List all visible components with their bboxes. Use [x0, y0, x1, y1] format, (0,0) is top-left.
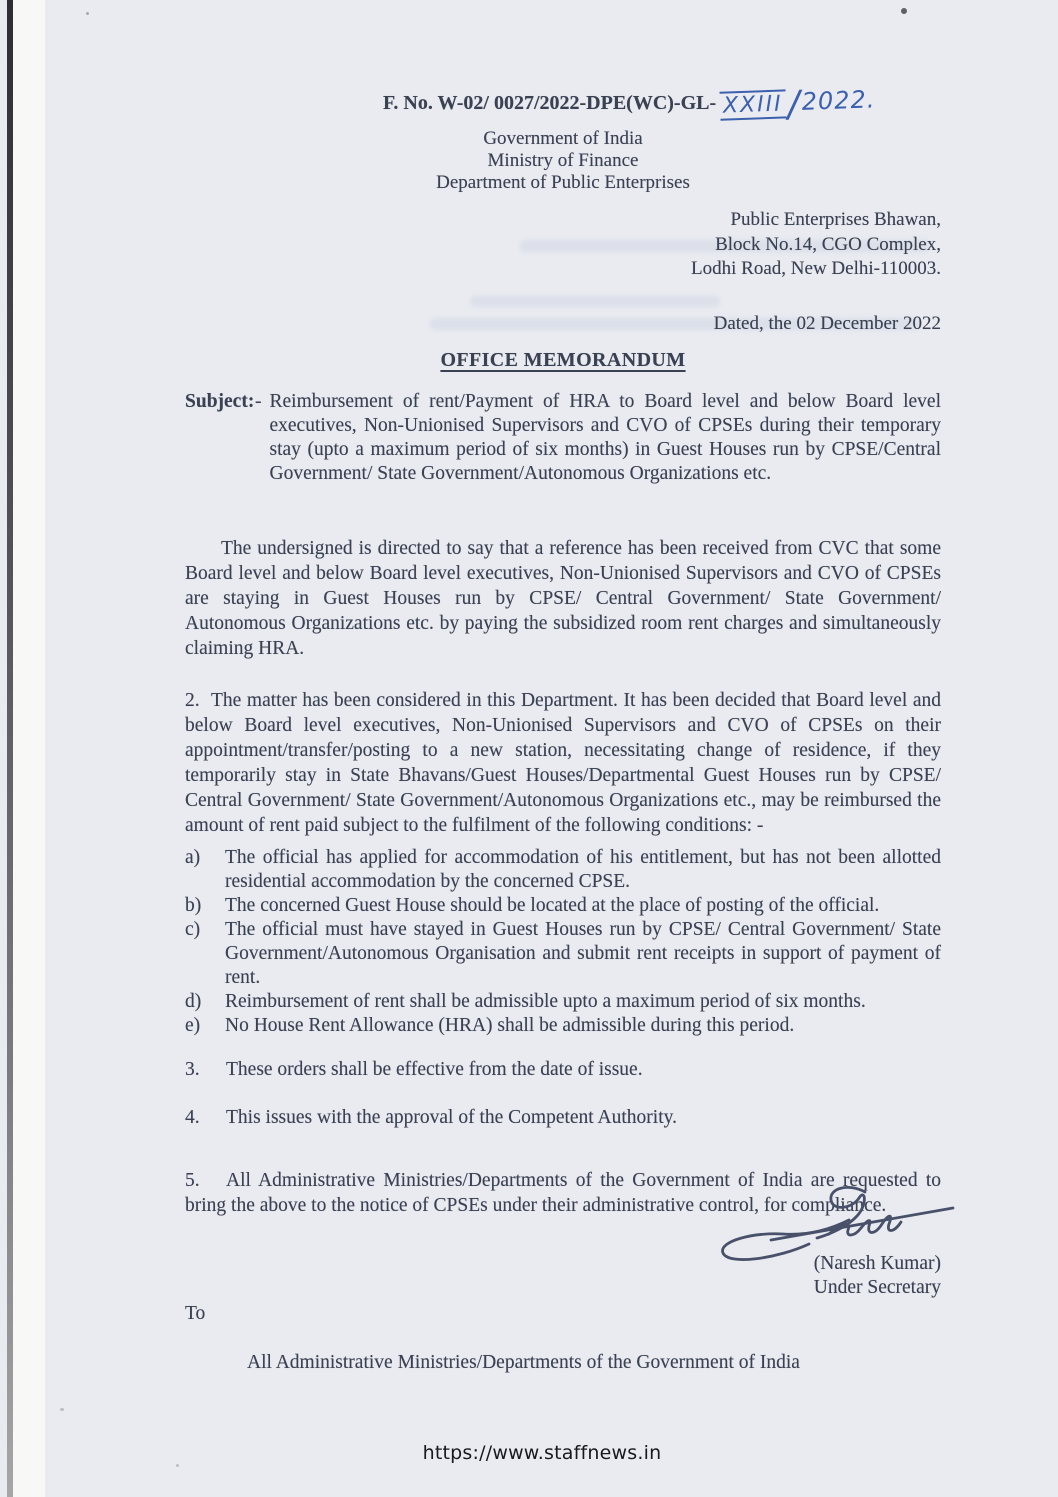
- office-address: [185, 208, 941, 282]
- subject-dash: -: [255, 390, 262, 412]
- handwritten-file-number: [719, 81, 876, 127]
- handwritten-roman-numeral: XXIII: [720, 89, 787, 120]
- paragraph-4-number: 4.: [185, 1106, 200, 1128]
- handwritten-year: 2022.: [801, 85, 876, 116]
- issuing-organisation: [185, 128, 941, 193]
- condition-letter: e): [185, 1014, 201, 1036]
- paragraph-1: The undersigned is directed to say that a reference has been received from CVC that some Board level and below Board level executives, Non-Unionised Supervisors and CVO of CPSEs are staying in Guest Houses run by CPSE/ Central Government/ State Government/ Autonomous Organizations etc. by paying the subsidized room rent charges and simultaneously claiming HRA.: [185, 537, 941, 659]
- scan-speck: [86, 12, 89, 15]
- condition-letter: a): [185, 846, 201, 868]
- paragraph-2-number: 2.: [185, 689, 200, 711]
- scan-speck: [60, 1408, 64, 1411]
- condition-item-e: [185, 1014, 941, 1038]
- document-title: OFFICE MEMORANDUM: [440, 348, 686, 371]
- file-number-printed: F. No. W-02/ 0027/2022-DPE(WC)-GL-: [383, 92, 717, 115]
- paragraph-5-number: 5.: [185, 1169, 200, 1191]
- condition-text: The official must have stayed in Guest Houses run by CPSE/ Central Government/ State Government/Autonomous Organisation and submit rent receipts in support of payment of rent.: [225, 918, 941, 988]
- subject-block: [185, 390, 941, 486]
- condition-letter: b): [185, 894, 202, 916]
- condition-text: Reimbursement of rent shall be admissible upto a maximum period of six months.: [225, 990, 866, 1012]
- addressee-line: All Administrative Ministries/Departments of the Government of India: [247, 1351, 800, 1373]
- paragraph-2-text: The matter has been considered in this Department. It has been decided that Board level and below Board level executives, Non-Unionised Supervisors and CVO of CPSEs on their appointment/transfer/posting to a new station, necessitating change of residence, if they temporarily stay in State Bhavans/Guest Houses/Departmental Guest Houses run by CPSE/ Central Government/ State Government/Autonomous Organizations etc., may be reimbursed the amount of rent paid subject to the fulfilment of the following conditions: -: [185, 689, 941, 836]
- condition-text: No House Rent Allowance (HRA) shall be admissible during this period.: [225, 1014, 795, 1036]
- address-line-2: Block No.14, CGO Complex,: [715, 233, 941, 255]
- paragraph-3-number: 3.: [185, 1058, 200, 1080]
- condition-letter: d): [185, 990, 202, 1012]
- subject-text: Reimbursement of rent/Payment of HRA to Board level and below Board level executives, Non-Unionised Supervisors and CVO of CPSEs during their temporary stay (upto a maximum period of six months) in Guest Houses run by CPSE/Central Government/ State Government/Autonomous Organizations etc.: [269, 390, 941, 484]
- condition-text: The official has applied for accommodation of his entitlement, but has not been allotted residential accommodation by the concerned CPSE.: [225, 846, 941, 892]
- address-line-3: Lodhi Road, New Delhi-110003.: [691, 258, 941, 279]
- condition-item-c: [185, 918, 941, 990]
- scan-edge-margin: [13, 0, 45, 1497]
- signature-block: [185, 1252, 941, 1300]
- handwritten-signature: [713, 1180, 963, 1270]
- paragraph-4-text: This issues with the approval of the Competent Authority.: [226, 1106, 677, 1128]
- signatory-name: (Naresh Kumar): [813, 1252, 941, 1274]
- org-line-government: Government of India: [483, 128, 643, 149]
- paragraph-5-text: All Administrative Ministries/Departments of the Government of India are requested to bring the above to the notice of CPSEs under their administrative control, for compliance.: [185, 1169, 941, 1216]
- paragraph-3-text: These orders shall be effective from the date of issue.: [226, 1058, 643, 1080]
- condition-item-b: [185, 894, 941, 918]
- scan-speck: [176, 1464, 179, 1467]
- signatory-title: Under Secretary: [813, 1276, 941, 1298]
- handwritten-slash: /: [787, 83, 801, 126]
- subject-label: Subject:: [185, 390, 255, 412]
- footer-watermark-url: https://www.staffnews.in: [422, 1442, 662, 1464]
- conditions-list: [185, 846, 941, 1038]
- paragraph-4: [185, 1105, 941, 1130]
- date-line: Dated, the 02 December 2022: [713, 312, 941, 334]
- org-line-ministry: Ministry of Finance: [487, 150, 639, 171]
- paragraph-2: [185, 688, 941, 838]
- org-line-department: Department of Public Enterprises: [436, 172, 690, 193]
- condition-letter: c): [185, 918, 201, 940]
- document-body: [185, 84, 941, 1374]
- paragraph-3: [185, 1057, 941, 1082]
- scan-speck: [901, 8, 907, 14]
- file-number-line: [383, 84, 941, 125]
- condition-text: The concerned Guest House should be located at the place of posting of the official.: [225, 894, 880, 916]
- condition-item-a: [185, 846, 941, 894]
- to-label: To: [185, 1302, 206, 1324]
- address-line-1: Public Enterprises Bhawan,: [730, 209, 941, 230]
- condition-item-d: [185, 990, 941, 1014]
